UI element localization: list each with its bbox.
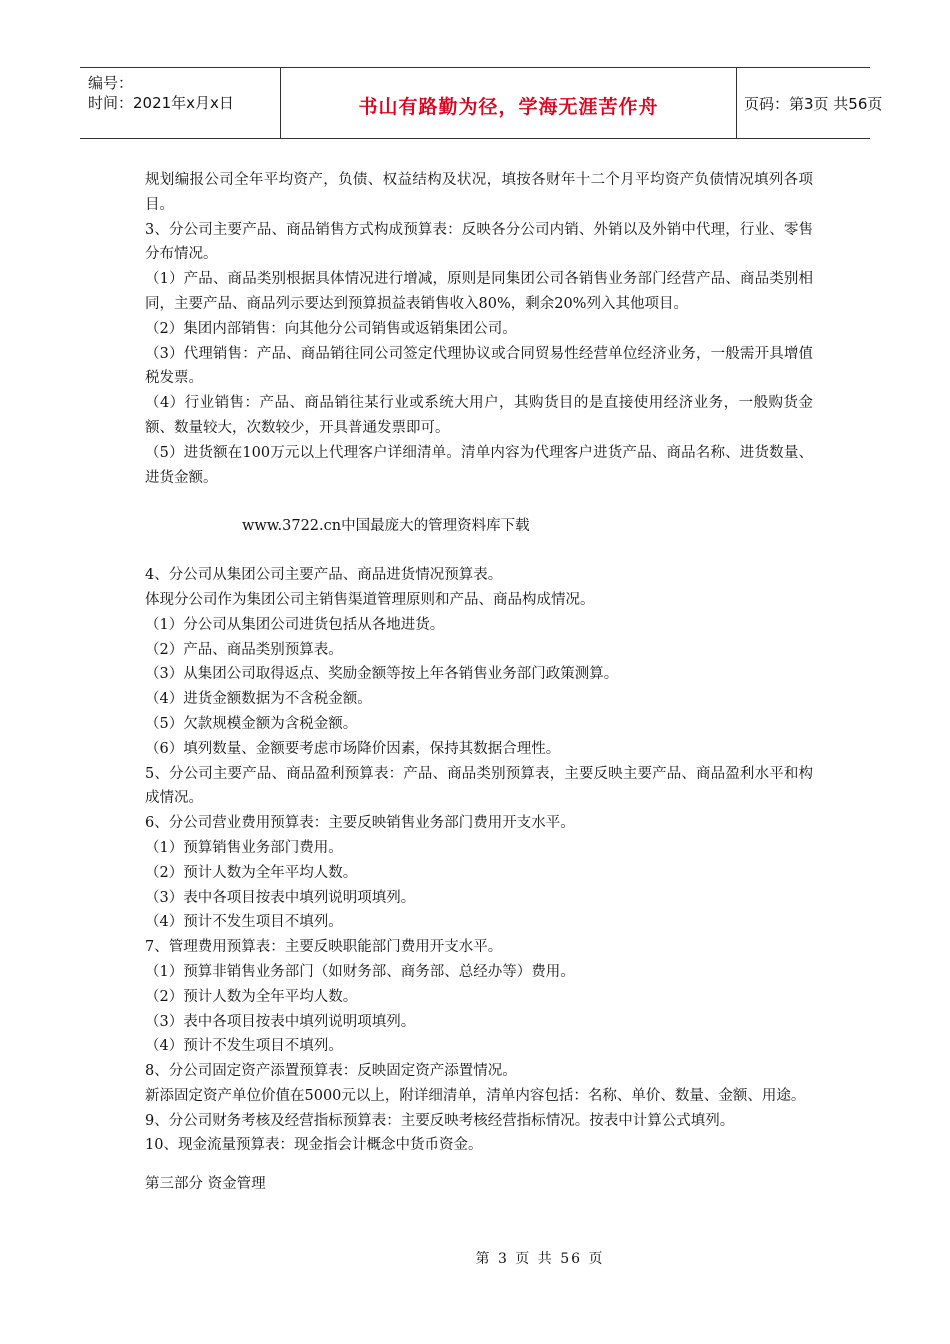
- paragraph: 新添固定资产单位价值在5000元以上，附详细清单，清单内容包括：名称、单价、数量、金额、用途。: [145, 1087, 806, 1104]
- paragraph: （3）代理销售：产品、商品销往同公司签定代理协议或合同贸易性经营单位经济业务，一般需开具增值税发票。: [145, 345, 813, 387]
- paragraph: （4）预计不发生项目不填列。: [145, 1038, 343, 1055]
- paragraph: 8、分公司固定资产添置预算表：反映固定资产添置情况。: [145, 1063, 517, 1080]
- doc-code-label: 编号：: [88, 74, 134, 92]
- paragraph: （1）分公司从集团公司进货包括从各地进货。: [145, 616, 445, 633]
- paragraph: （3）表中各项目按表中填列说明项填列。: [145, 889, 416, 906]
- paragraph: 10、现金流量预算表：现金指会计概念中货币资金。: [145, 1137, 483, 1154]
- paragraph: （4）行业销售：产品、商品销往某行业或系统大用户，其购货目的是直接使用经济业务，一般购货金额、数量较大，次数较少，开具普通发票即可。: [145, 395, 813, 436]
- paragraph: 4、分公司从集团公司主要产品、商品进货情况预算表。: [145, 567, 503, 584]
- paragraph: 体现分公司作为集团公司主销售渠道管理原则和产品、商品构成情况。: [145, 591, 595, 608]
- paragraph: （4）进货金额数据为不含税金额。: [145, 691, 372, 708]
- document-body: [145, 168, 813, 1197]
- paragraph: （6）填列数量、金额要考虑市场降价因素，保持其数据合理性。: [145, 740, 561, 757]
- page-footer: [0, 1248, 950, 1268]
- header-motto-cell: [280, 68, 737, 138]
- paragraph: （2）集团内部销售：向其他分公司销售或返销集团公司。: [145, 320, 517, 337]
- paragraph: （1）预算销售业务部门费用。: [145, 839, 343, 856]
- paragraph: （1）产品、商品类别根据具体情况进行增减，原则是同集团公司各销售业务部门经营产品、商品类别相同，主要产品、商品列示要达到预算损益表销售收入80%，剩余20%列入其他项目。: [145, 271, 813, 312]
- paragraph: （3）从集团公司取得返点、奖励金额等按上年各销售业务部门政策测算。: [145, 666, 619, 683]
- paragraph: 6、分公司营业费用预算表：主要反映销售业务部门费用开支水平。: [145, 815, 575, 832]
- header-meta: [80, 68, 280, 138]
- paragraph: 9、分公司财务考核及经营指标预算表：主要反映考核经营指标情况。按表中计算公式填列。: [145, 1112, 735, 1129]
- download-link-line[interactable]: www.3722.cn中国最庞大的管理资料库下载: [242, 518, 530, 535]
- paragraph: 规划编报公司全年平均资产，负债、权益结构及状况，填按各财年十二个月平均资产负债情况填列各项目。: [145, 172, 813, 213]
- paragraph: （2）产品、商品类别预算表。: [145, 641, 343, 658]
- footer-page-number: 第 3 页 共 56 页: [475, 1251, 605, 1267]
- paragraph: （4）预计不发生项目不填列。: [145, 914, 343, 931]
- paragraph: 5、分公司主要产品、商品盈利预算表：产品、商品类别预算表，主要反映主要产品、商品盈利水平和构成情况。: [145, 765, 813, 807]
- paragraph: （5）欠款规模金额为含税金额。: [145, 715, 358, 732]
- header-page-info: 页码：第3页 共56页: [744, 95, 883, 113]
- header-motto: 书山有路勤为径，学海无涯苦作舟: [358, 96, 659, 118]
- section-heading: 第三部分 资金管理: [145, 1176, 266, 1193]
- paragraph: 7、管理费用预算表：主要反映职能部门费用开支水平。: [145, 939, 503, 956]
- paragraph: （3）表中各项目按表中填列说明项填列。: [145, 1013, 416, 1030]
- paragraph: 3、分公司主要产品、商品销售方式构成预算表：反映各分公司内销、外销以及外销中代理，行业、零售分布情况。: [145, 221, 813, 263]
- paragraph: （1）预算非销售业务部门（如财务部、商务部、总经办等）费用。: [145, 963, 575, 980]
- header-page-cell: [736, 68, 883, 138]
- paragraph: （2）预计人数为全年平均人数。: [145, 988, 358, 1005]
- paragraph: （2）预计人数为全年平均人数。: [145, 864, 358, 881]
- doc-date-label: 时间：2021年x月x日: [88, 94, 234, 112]
- paragraph: （5）进货额在100万元以上代理客户详细清单。清单内容为代理客户进货产品、商品名称、进货数量、进货金额。: [145, 444, 813, 486]
- page-header: [80, 67, 883, 139]
